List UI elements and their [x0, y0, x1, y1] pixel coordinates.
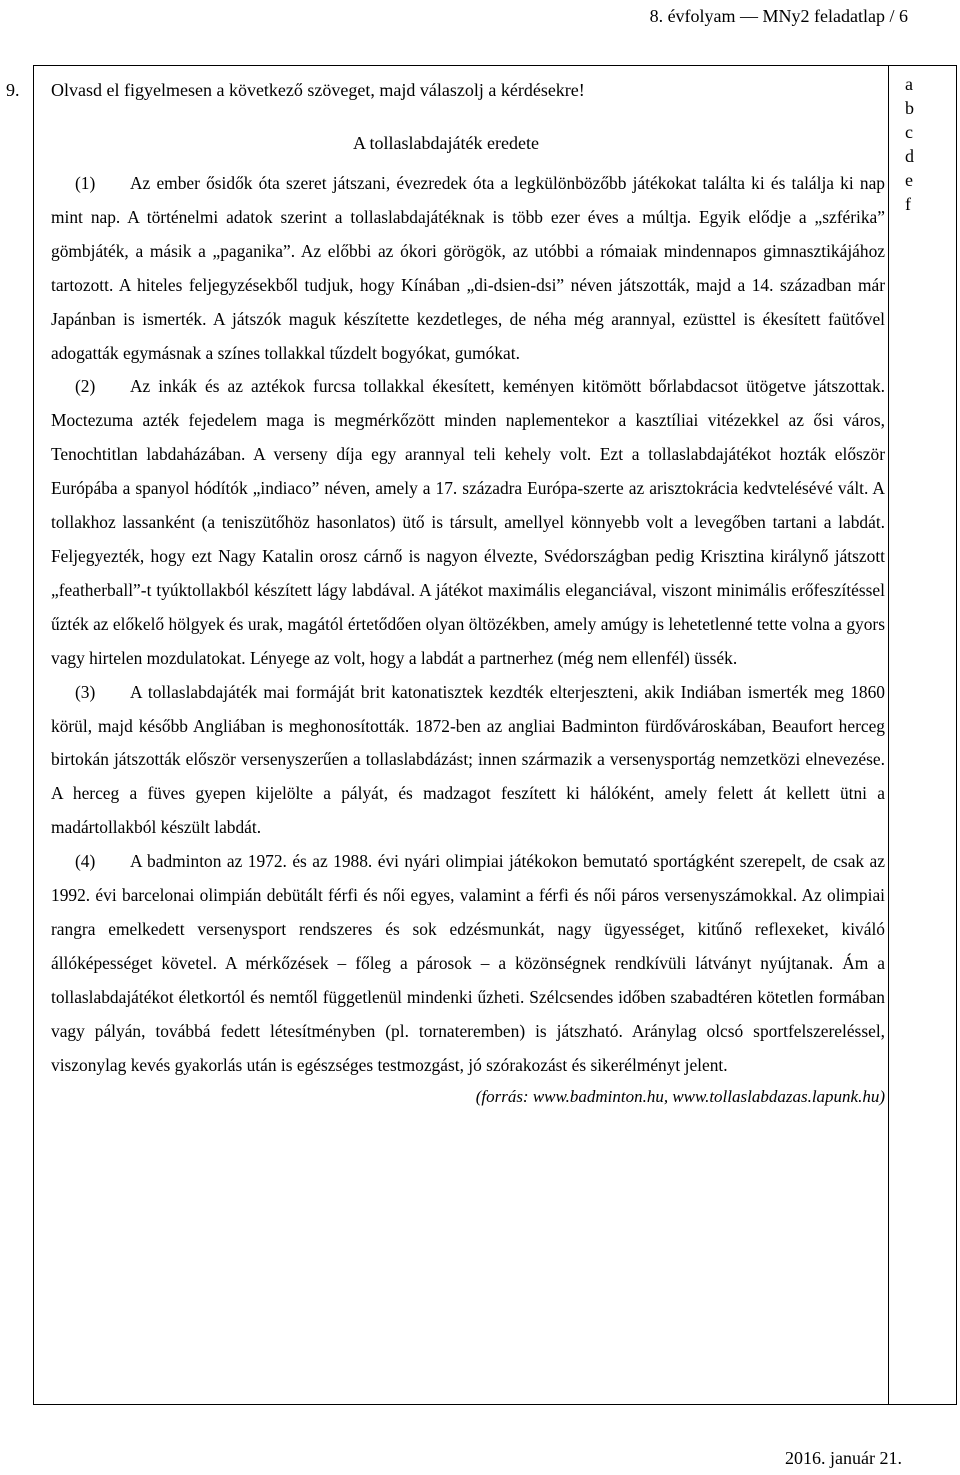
score-letter-c: c	[905, 122, 913, 142]
paragraph-number: (2)	[75, 376, 96, 397]
page-header: 8. évfolyam — MNy2 feladatlap / 6	[649, 6, 908, 26]
score-letter-a: a	[905, 74, 913, 94]
paragraph-number: (3)	[75, 681, 96, 702]
paragraph-text: A tollaslabdajáték mai formáját brit katonatisztek kezdték elterjeszteni, akik Indiában ismerték meg 1860 körül, majd később Angliában is meghonosították. 1872-ben az angliai Badminton fürdővároskában, Beaufort herceg birtokán játszották először versenyszerűen a tollaslabdázást; innen származik a versenysportág nemzetközi elnevezése. A herceg a füves gyepen kijelölte a pályát, és madzagot feszített ki hálóként, amely felett át kellett ütni a madártollakból készült labdát.	[51, 681, 885, 838]
paragraph-number: (1)	[75, 173, 96, 193]
paragraph-number: (4)	[75, 851, 96, 872]
text-title: A tollaslabdajáték eredete	[353, 133, 539, 153]
paragraph-2	[51, 370, 885, 675]
question-number: 9.	[6, 80, 20, 100]
paragraph-text: Az ember ősidők óta szeret játszani, évezredek óta a legkülönbözőbb játékokat találta ki és találja ki nap mint nap. A történelmi adatok szerint a tollaslabdajátéknak is több ezer éves a múltja. Egyik elődje a „szférika” gömbjáték, a másik a „paganika”. Az előbbi az ókori görögök, az utóbbi a rómaiak mindennapos gimnasztikájához tartozott. A hiteles feljegyzésekből tudjuk, hogy Kínában „di-dsien-dsi” néven játszották, majd a 14. században már Japánban is ismerték. A játszók maguk készítette kezdetleges, de néha még arannyal, ezüsttel is ékesített faütővel adogatták egymásnak a színes tollakkal tűzdelt bogyókat, gumókat.	[51, 173, 885, 363]
score-letter-e: e	[905, 170, 913, 190]
paragraph-3	[51, 676, 885, 846]
instruction-text: Olvasd el figyelmesen a következő szöveget, majd válaszolj a kérdésekre!	[51, 80, 585, 100]
score-letter-f: f	[905, 194, 911, 214]
paragraph-4	[51, 845, 885, 1082]
paragraph-1	[51, 167, 885, 370]
footer-date: 2016. január 21.	[785, 1448, 902, 1468]
score-letters	[905, 72, 914, 216]
score-letter-d: d	[905, 146, 914, 166]
task-content	[51, 78, 885, 1107]
source-citation: (forrás: www.badminton.hu, www.tollaslabdazas.lapunk.hu)	[475, 1087, 885, 1107]
paragraph-text: Az inkák és az aztékok furcsa tollakkal ékesített, keményen kitömött bőrlabdacsot ütögetve játszottak. Moctezuma azték fejedelem maga is megmérkőzött minden naplementekor a kasztíliai vitézekkel az ősi város, Tenochtitlan labdaházában. A verseny díja egy arannyal teli kehely volt. Ezt a tollaslabdajátékot hozták először Európába a spanyol hódítók „indiaco” néven, amely a 17. századra Európa-szerte az arisztokrácia kedvtelésévé vált. A tollakhoz lassanként (a teniszütőhöz hasonlatos) ütő is társult, amellyel könnyebb volt a levegőben tartani a labdát. Feljegyezték, hogy ezt Nagy Katalin orosz cárnő is nagyon élvezte, Svédországban pedig Krisztina királynő játszott „featherball”-t tyúktollakból készített lágy labdával. A játékot maximális eleganciával, viszont minimális erőfeszítéssel űzték az előkelő hölgyek és urak, magától értetődően olyan öltözékben, amely amúgy is lehetetlenné tette volna a gyors vagy hirtelen mozdulatokat. Lényege az volt, hogy a labdát a partnerhez (még nem ellenfél) üssék.	[51, 376, 885, 668]
score-letter-b: b	[905, 98, 914, 118]
paragraph-text: A badminton az 1972. és az 1988. évi nyári olimpiai játékokon bemutató sportágként szerepelt, de csak az 1992. évi barcelonai olimpián debütált férfi és női egyes, valamint a férfi és női páros versenyszámokkal. Az olimpiai rangra emelkedett versenysport rendszeres és sok edzésmunkát, nagy ügyességet, kitűnő reflexeket, kiváló állóképességet követel. A mérkőzések – főleg a párosok – a közönségnek rendkívüli látványt nyújtanak. Ám a tollaslabdajátékot életkortól és nemtől függetlenül mindenki űzheti. Szélcsendes időben szabadtéren kötetlen formában vagy pályán, továbbá fedett létesítményben (pl. tornateremben) is játszható. Aránylag olcsó sportfelszereléssel, viszonylag kevés gyakorlás után is egészséges testmozgást, jó szórakozást és sikerélményt jelent.	[51, 851, 885, 1075]
score-column	[889, 65, 957, 1405]
